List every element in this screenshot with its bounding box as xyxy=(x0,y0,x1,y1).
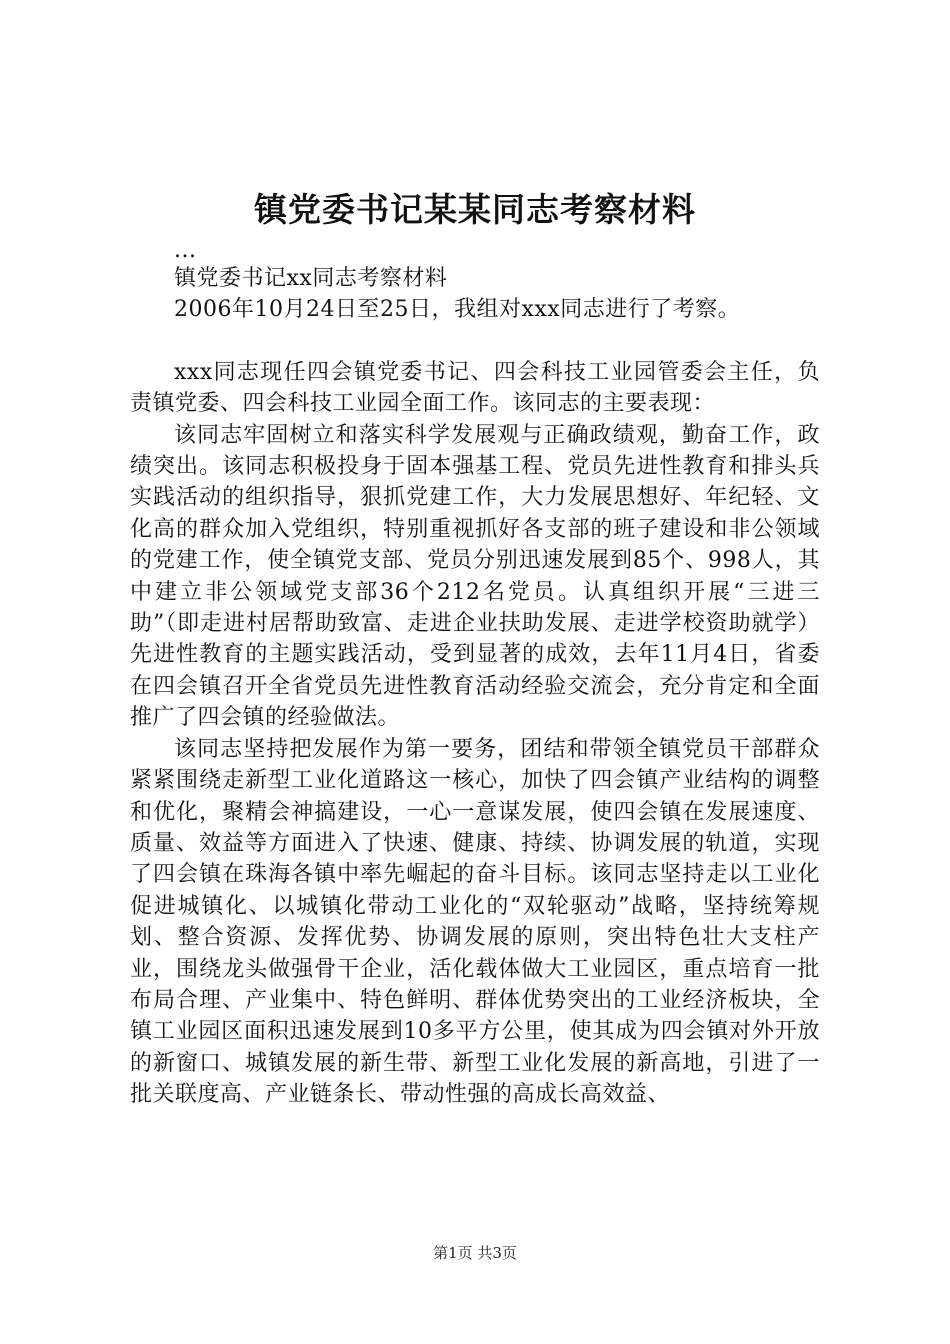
paragraph-subtitle: 镇党委书记xx同志考察材料 xyxy=(174,266,448,291)
document-title: 镇党委书记某某同志考察材料 xyxy=(254,190,696,229)
paragraph-party-building: 该同志牢固树立和落实科学发展观与正确政绩观，勤奋工作，政绩突出。该同志积极投身于固本强基工程、党员先进性教育和排头兵实践活动的组织指导，狠抓党建工作，大力发展思想好、年纪轻、文化高的群众加入党组织，特别重视抓好各支部的班子建设和非公领域的党建工作，使全镇党支部、党员分别迅速发展到85个、998人，其中建立非公领域党支部36个212名党员。认真组织开展“三进三助”（即走进村居帮助致富、走进企业扶助发展、走进学校资助就学）先进性教育的主题实践活动，受到显著的成效，去年11月4日，省委在四会镇召开全省党员先进性教育活动经验交流会，充分肯定和全面推广了四会镇的经验做法。 xyxy=(130,422,820,731)
paragraph-development: 该同志坚持把发展作为第一要务，团结和带领全镇党员干部群众紧紧围绕走新型工业化道路这一核心，加快了四会镇产业结构的调整和优化，聚精会神搞建设，一心一意谋发展，使四会镇在发展速度、质量、效益等方面进入了快速、健康、持续、协调发展的轨道，实现了四会镇在珠海各镇中率先崛起的奋斗目标。该同志坚持走以工业化促进城镇化、以城镇化带动工业化的“双轮驱动”战略，坚持统筹规划、整合资源、发挥优势、协调发展的原则，突出特色壮大支柱产业，围绕龙头做强骨干企业，活化载体做大工业园区，重点培育一批布局合理、产业集中、特色鲜明、群体优势突出的工业经济板块，全镇工业园区面积迅速发展到10多平方公里，使其成为四会镇对外开放的新窗口、城镇发展的新生带、新型工业化发展的新高地，引进了一批关联度高、产业链条长、带动性强的高成长高效益、 xyxy=(130,736,820,1108)
paragraph-inspection-date: 2006年10月24日至25日，我组对xxx同志进行了考察。 xyxy=(174,297,741,323)
ellipsis-line: ... xyxy=(174,238,197,263)
document-body xyxy=(130,238,820,1111)
page-footer: 第1页 共3页 xyxy=(433,1244,517,1262)
paragraph-current-position: xxx同志现任四会镇党委书记、四会科技工业园管委会主任，负责镇党委、四会科技工业园全面工作。该同志的主要表现： xyxy=(130,359,820,417)
